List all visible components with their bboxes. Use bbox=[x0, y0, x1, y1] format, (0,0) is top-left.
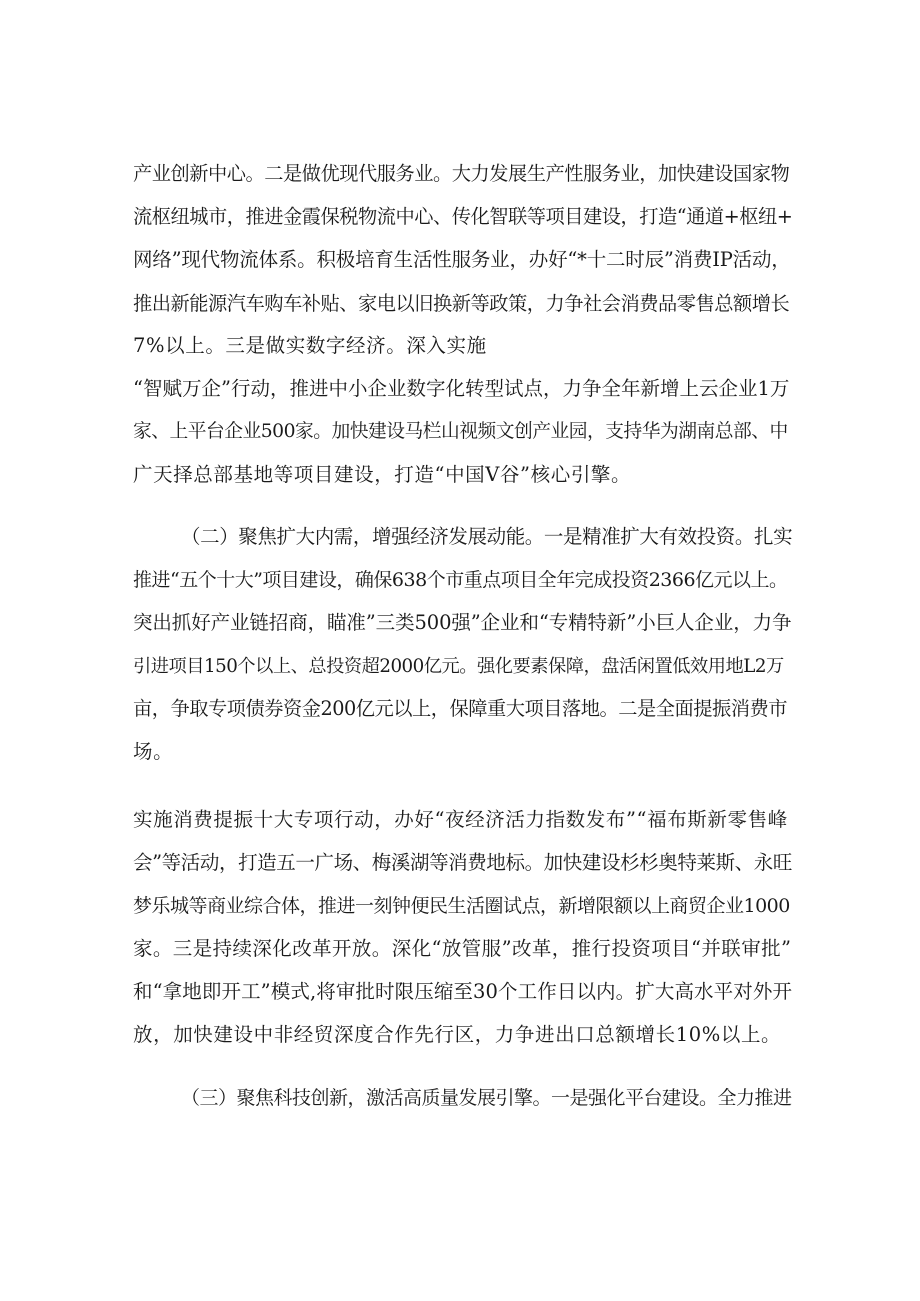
text-line-16: 会”等活动，打造五一广场、梅溪湖等消费地标。加快建设杉杉奥特莱斯、永旺 bbox=[133, 851, 792, 874]
text-line-18: 家。三是持续深化改革开放。深化“放管服”改革，推行投资项目“并联审批” bbox=[133, 937, 792, 960]
text-line-4: 推出新能源汽车购车补贴、家电以旧换新等政策，力争社会消费品零售总额增长 bbox=[133, 292, 790, 315]
text-line-12: 引进项目150个以上、总投资超2000亿元。强化要素保障，盘活闲置低效用地L2万 bbox=[133, 656, 784, 677]
text-line-1: 产业创新中心。二是做优现代服务业。大力发展生产性服务业，加快建设国家物 bbox=[133, 162, 790, 185]
text-line-7: 家、上平台企业500家。加快建设马栏山视频文创产业园，支持华为湖南总部、中 bbox=[133, 421, 788, 442]
text-line-15: 实施消费提振十大专项行动，办好“夜经济活力指数发布”“福布斯新零售峰 bbox=[133, 808, 788, 831]
text-line-14: 场。 bbox=[133, 740, 174, 763]
section-heading-2: （二）聚焦扩大内需，增强经济发展动能。一是精准扩大有效投资。扎实 bbox=[181, 525, 793, 548]
text-line-11: 突出抓好产业链招商，瞄准”三类500强”企业和“专精特新”小巨人企业，力争 bbox=[133, 611, 792, 634]
text-line-10: 推进“五个十大”项目建设，确保638个市重点项目全年完成投资2366亿元以上。 bbox=[133, 569, 788, 591]
text-line-5: 7%以上。三是做实数字经济。深入实施 bbox=[133, 334, 487, 357]
text-line-6: “智赋万企”行动，推进中小企业数字化转型试点，力争全年新增上云企业1万 bbox=[133, 377, 790, 400]
text-line-8: 广天择总部基地等项目建设，打造“中国V谷”核心引擎。 bbox=[133, 463, 632, 486]
text-line-17: 梦乐城等商业综合体，推进一刻钟便民生活圈试点，新增限额以上商贸企业1000 bbox=[133, 895, 790, 917]
text-line-20: 放，加快建设中非经贸深度合作先行区，力争进出口总额增长10%以上。 bbox=[133, 1023, 782, 1046]
text-line-13: 亩，争取专项债券资金200亿元以上，保障重大项目落地。二是全面提振消费市 bbox=[133, 697, 787, 720]
text-line-3: 网络”现代物流体系。积极培育生活性服务业，办好“*十二时辰”消费IP活动， bbox=[133, 248, 791, 271]
section-heading-3: （三）聚焦科技创新，激活高质量发展引擎。一是强化平台建设。全力推进 bbox=[181, 1087, 792, 1109]
text-line-2: 流枢纽城市，推进金霞保税物流中心、传化智联等项目建设，打造“通道+枢纽+ bbox=[133, 205, 793, 228]
text-line-19: 和“拿地即开工”模式,将审批时限压缩至30个工作日以内。扩大高水平对外开 bbox=[133, 980, 793, 1003]
